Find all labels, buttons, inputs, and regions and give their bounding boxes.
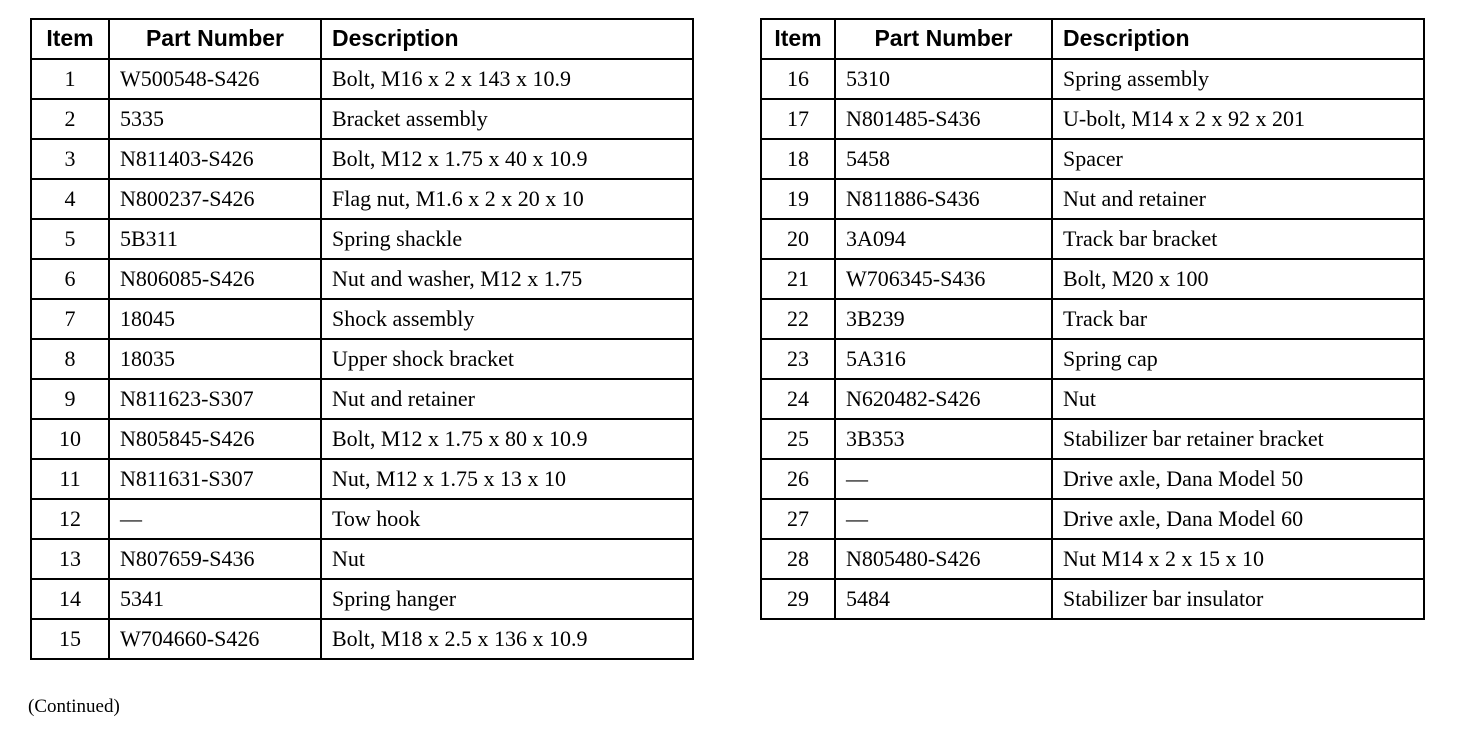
part-number-cell: 5310 — [835, 59, 1052, 99]
header-description: Description — [1052, 19, 1424, 59]
description-cell: Drive axle, Dana Model 60 — [1052, 499, 1424, 539]
table-row — [31, 139, 693, 179]
table-row — [761, 379, 1424, 419]
part-number-cell: N620482-S426 — [835, 379, 1052, 419]
part-number-cell: 5B311 — [109, 219, 321, 259]
description-cell: Nut and retainer — [1052, 179, 1424, 219]
header-item: Item — [31, 19, 109, 59]
item-cell: 28 — [761, 539, 835, 579]
description-cell: Drive axle, Dana Model 50 — [1052, 459, 1424, 499]
item-cell: 3 — [31, 139, 109, 179]
item-cell: 18 — [761, 139, 835, 179]
description-cell: Bolt, M12 x 1.75 x 40 x 10.9 — [321, 139, 693, 179]
item-cell: 4 — [31, 179, 109, 219]
table-row — [31, 59, 693, 99]
description-cell: Spring shackle — [321, 219, 693, 259]
table-row — [761, 99, 1424, 139]
part-number-cell: 18045 — [109, 299, 321, 339]
item-cell: 24 — [761, 379, 835, 419]
description-cell: Bolt, M18 x 2.5 x 136 x 10.9 — [321, 619, 693, 659]
item-cell: 27 — [761, 499, 835, 539]
item-cell: 13 — [31, 539, 109, 579]
part-number-cell: N811403-S426 — [109, 139, 321, 179]
table-row — [31, 379, 693, 419]
part-number-cell: 5A316 — [835, 339, 1052, 379]
header-row — [31, 19, 693, 59]
description-cell: Nut and retainer — [321, 379, 693, 419]
table-row — [761, 299, 1424, 339]
description-cell: Spacer — [1052, 139, 1424, 179]
item-cell: 21 — [761, 259, 835, 299]
item-cell: 11 — [31, 459, 109, 499]
table-row — [761, 339, 1424, 379]
table-row — [31, 579, 693, 619]
item-cell: 12 — [31, 499, 109, 539]
part-number-cell: — — [835, 459, 1052, 499]
item-cell: 15 — [31, 619, 109, 659]
item-cell: 2 — [31, 99, 109, 139]
item-cell: 22 — [761, 299, 835, 339]
item-cell: 19 — [761, 179, 835, 219]
description-cell: Spring assembly — [1052, 59, 1424, 99]
part-number-cell: W704660-S426 — [109, 619, 321, 659]
description-cell: Upper shock bracket — [321, 339, 693, 379]
table-header — [761, 19, 1424, 59]
parts-table-left — [30, 18, 694, 660]
item-cell: 9 — [31, 379, 109, 419]
description-cell: Bolt, M12 x 1.75 x 80 x 10.9 — [321, 419, 693, 459]
table-row — [761, 539, 1424, 579]
table-body — [761, 59, 1424, 619]
part-number-cell: 3B239 — [835, 299, 1052, 339]
header-part-number: Part Number — [109, 19, 321, 59]
part-number-cell: 5484 — [835, 579, 1052, 619]
table-row — [31, 459, 693, 499]
item-cell: 1 — [31, 59, 109, 99]
part-number-cell: N800237-S426 — [109, 179, 321, 219]
part-number-cell: N806085-S426 — [109, 259, 321, 299]
part-number-cell: N801485-S436 — [835, 99, 1052, 139]
table-header — [31, 19, 693, 59]
part-number-cell: N805845-S426 — [109, 419, 321, 459]
table-row — [31, 259, 693, 299]
continued-note: (Continued) — [28, 696, 120, 717]
table-row — [31, 499, 693, 539]
parts-table-right — [760, 18, 1425, 620]
part-number-cell: N811623-S307 — [109, 379, 321, 419]
header-description: Description — [321, 19, 693, 59]
table-row — [761, 259, 1424, 299]
description-cell: Nut, M12 x 1.75 x 13 x 10 — [321, 459, 693, 499]
description-cell: Bolt, M16 x 2 x 143 x 10.9 — [321, 59, 693, 99]
part-number-cell: 5341 — [109, 579, 321, 619]
part-number-cell: N807659-S436 — [109, 539, 321, 579]
description-cell: Bolt, M20 x 100 — [1052, 259, 1424, 299]
table-row — [761, 499, 1424, 539]
table-row — [761, 459, 1424, 499]
item-cell: 26 — [761, 459, 835, 499]
description-cell: Spring hanger — [321, 579, 693, 619]
part-number-cell: W500548-S426 — [109, 59, 321, 99]
description-cell: Spring cap — [1052, 339, 1424, 379]
description-cell: Track bar bracket — [1052, 219, 1424, 259]
part-number-cell: 3B353 — [835, 419, 1052, 459]
item-cell: 5 — [31, 219, 109, 259]
table-row — [761, 179, 1424, 219]
header-item: Item — [761, 19, 835, 59]
item-cell: 6 — [31, 259, 109, 299]
item-cell: 25 — [761, 419, 835, 459]
description-cell: Tow hook — [321, 499, 693, 539]
part-number-cell: 5458 — [835, 139, 1052, 179]
description-cell: Flag nut, M1.6 x 2 x 20 x 10 — [321, 179, 693, 219]
header-row — [761, 19, 1424, 59]
description-cell: Stabilizer bar retainer bracket — [1052, 419, 1424, 459]
table-row — [31, 339, 693, 379]
description-cell: Shock assembly — [321, 299, 693, 339]
item-cell: 7 — [31, 299, 109, 339]
item-cell: 8 — [31, 339, 109, 379]
item-cell: 16 — [761, 59, 835, 99]
table-row — [31, 419, 693, 459]
table-row — [31, 299, 693, 339]
table-body — [31, 59, 693, 659]
table-row — [31, 99, 693, 139]
description-cell: U-bolt, M14 x 2 x 92 x 201 — [1052, 99, 1424, 139]
part-number-cell: N811886-S436 — [835, 179, 1052, 219]
table-row — [761, 139, 1424, 179]
description-cell: Nut — [1052, 379, 1424, 419]
description-cell: Bracket assembly — [321, 99, 693, 139]
item-cell: 20 — [761, 219, 835, 259]
table-row — [761, 579, 1424, 619]
part-number-cell: 5335 — [109, 99, 321, 139]
table-row — [761, 59, 1424, 99]
part-number-cell: W706345-S436 — [835, 259, 1052, 299]
table-row — [761, 219, 1424, 259]
table-row — [761, 419, 1424, 459]
part-number-cell: 18035 — [109, 339, 321, 379]
description-cell: Nut M14 x 2 x 15 x 10 — [1052, 539, 1424, 579]
part-number-cell: N805480-S426 — [835, 539, 1052, 579]
part-number-cell: — — [835, 499, 1052, 539]
part-number-cell: N811631-S307 — [109, 459, 321, 499]
description-cell: Nut and washer, M12 x 1.75 — [321, 259, 693, 299]
item-cell: 17 — [761, 99, 835, 139]
table-row — [31, 619, 693, 659]
item-cell: 29 — [761, 579, 835, 619]
item-cell: 14 — [31, 579, 109, 619]
description-cell: Nut — [321, 539, 693, 579]
table-row — [31, 539, 693, 579]
part-number-cell: 3A094 — [835, 219, 1052, 259]
table-row — [31, 179, 693, 219]
description-cell: Track bar — [1052, 299, 1424, 339]
part-number-cell: — — [109, 499, 321, 539]
item-cell: 10 — [31, 419, 109, 459]
header-part-number: Part Number — [835, 19, 1052, 59]
table-row — [31, 219, 693, 259]
description-cell: Stabilizer bar insulator — [1052, 579, 1424, 619]
item-cell: 23 — [761, 339, 835, 379]
